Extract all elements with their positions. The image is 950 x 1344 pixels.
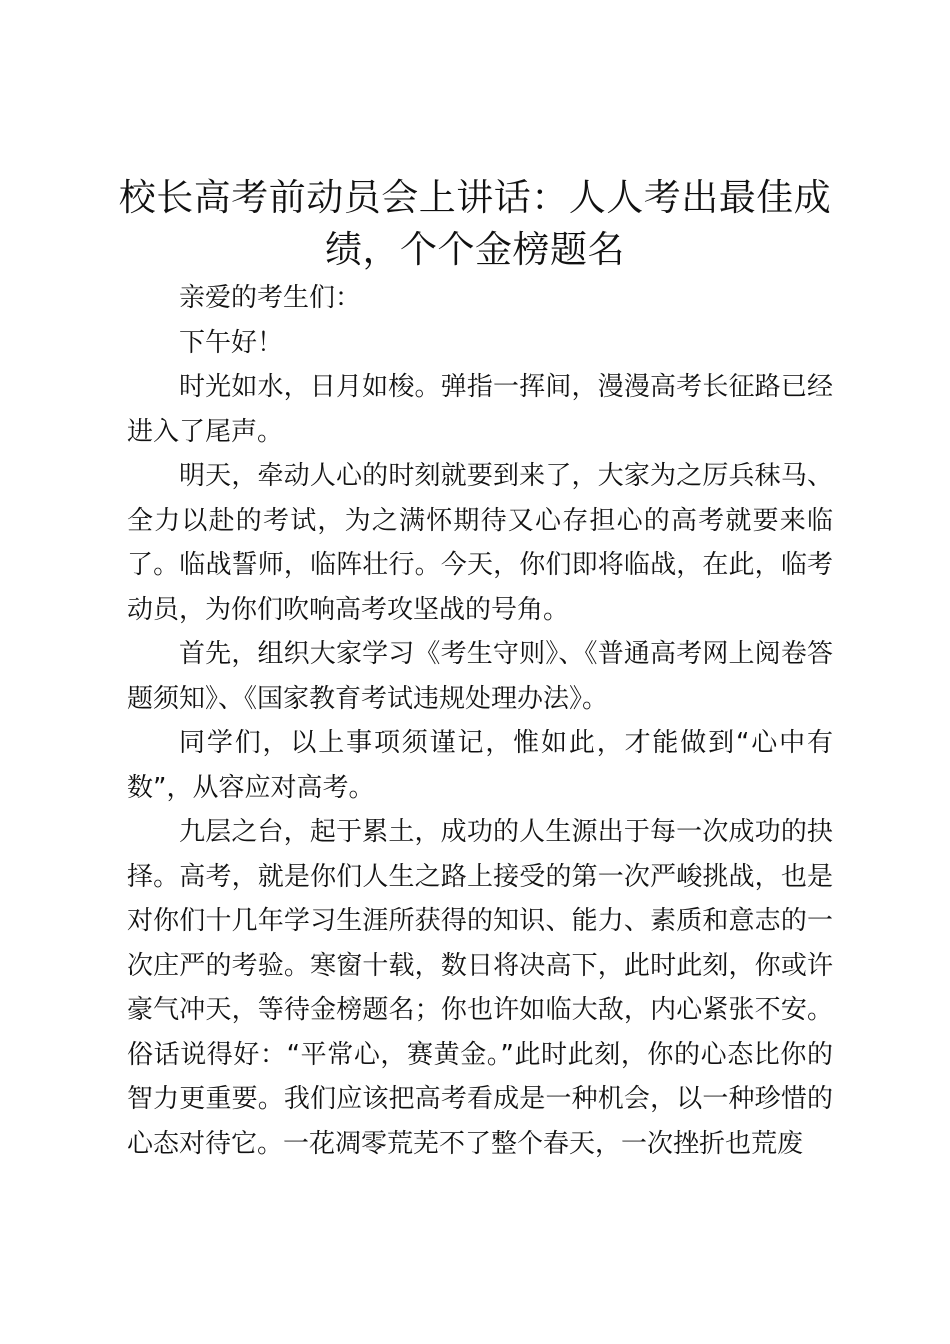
- paragraph-salutation: 亲爱的考生们：: [179, 283, 362, 313]
- paragraph: 首先，组织大家学习《考生守则》、《普通高考网上阅卷答题须知》、《国家教育考试违规处理办法》。: [127, 639, 833, 714]
- paragraph-greeting: 下午好！: [179, 327, 284, 358]
- document-body: [127, 276, 833, 1166]
- document-title: 校长高考前动员会上讲话：人人考出最佳成绩，个个金榜题名: [118, 176, 832, 271]
- paragraph: 同学们，以上事项须谨记，惟如此，才能做到“心中有数”，从容应对高考。: [127, 728, 833, 803]
- paragraph: 时光如水，日月如梭。弹指一挥间，漫漫高考长征路已经进入了尾声。: [127, 372, 833, 447]
- paragraph: 明天，牵动人心的时刻就要到来了，大家为之厉兵秣马、全力以赴的考试，为之满怀期待又心存担心的高考就要来临了。临战誓师，临阵壮行。今天，你们即将临战，在此，临考动员，为你们吹响高考攻坚战的号角。: [127, 461, 833, 625]
- paragraph: 九层之台，起于累土，成功的人生源出于每一次成功的抉择。高考，就是你们人生之路上接受的第一次严峻挑战，也是对你们十几年学习生涯所获得的知识、能力、素质和意志的一次庄严的考验。寒窗十载，数日将决高下，此时此刻，你或许豪气冲天，等待金榜题名；你也许如临大敌，内心紧张不安。俗话说得好：“平常心，赛黄金。”此时此刻，你的心态比你的智力更重要。我们应该把高考看成是一种机会，以一种珍惜的心态对待它。一花凋零荒芜不了整个春天，一次挫折也荒废: [127, 817, 833, 1159]
